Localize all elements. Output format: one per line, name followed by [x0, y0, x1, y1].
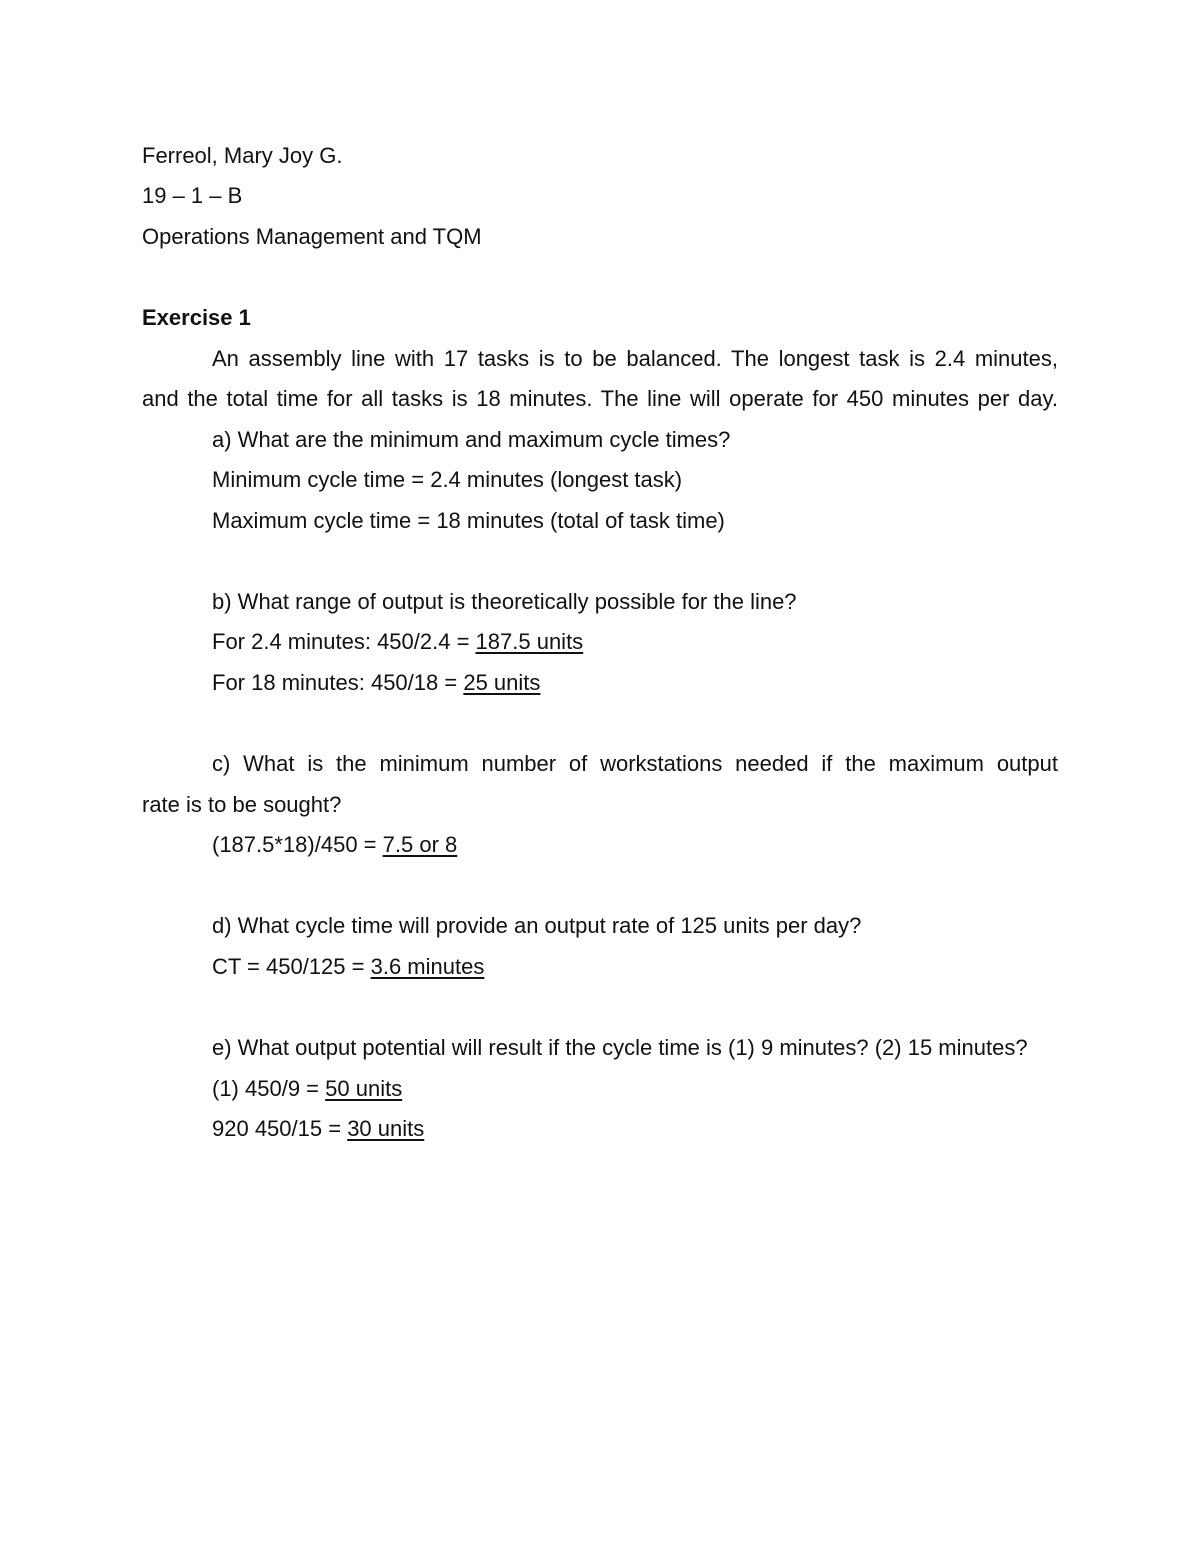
answer-b-2-calc: For 18 minutes: 450/18 = — [212, 670, 464, 695]
answer-a-max: Maximum cycle time = 18 minutes (total of task time) — [212, 508, 725, 533]
course-title: Operations Management and TQM — [142, 224, 482, 249]
exercise-title: Exercise 1 — [142, 305, 251, 330]
student-section: 19 – 1 – B — [142, 183, 243, 208]
answer-c — [212, 831, 457, 859]
intro-line-2: and the total time for all tasks is 18 minutes. The line will operate for 450 minutes per day. — [142, 386, 1058, 411]
answer-c-calc: (187.5*18)/450 = — [212, 832, 383, 857]
answer-d — [212, 953, 484, 981]
answer-b-1 — [212, 628, 583, 656]
answer-b-1-calc: For 2.4 minutes: 450/2.4 = — [212, 629, 476, 654]
question-a: a) What are the minimum and maximum cycle times? — [212, 427, 731, 452]
question-c-line-2: rate is to be sought? — [142, 792, 342, 817]
question-b: b) What range of output is theoretically possible for the line? — [212, 589, 797, 614]
answer-b-2-result: 25 units — [463, 670, 541, 695]
answer-e-2-calc: 920 450/15 = — [212, 1116, 348, 1141]
intro-line-1: An assembly line with 17 tasks is to be balanced. The longest task is 2.4 minutes, — [212, 346, 1058, 371]
answer-e-1-result: 50 units — [325, 1076, 403, 1101]
question-c-line-1: c) What is the minimum number of workstations needed if the maximum output — [212, 751, 1058, 776]
student-name: Ferreol, Mary Joy G. — [142, 143, 343, 168]
answer-e-2-result: 30 units — [347, 1116, 425, 1141]
answer-e-1 — [212, 1075, 402, 1103]
answer-c-result: 7.5 or 8 — [382, 832, 458, 857]
answer-e-2 — [212, 1115, 424, 1143]
answer-d-calc: CT = 450/125 = — [212, 954, 371, 979]
question-d: d) What cycle time will provide an output rate of 125 units per day? — [212, 913, 862, 938]
answer-b-1-result: 187.5 units — [475, 629, 584, 654]
answer-b-2 — [212, 669, 540, 697]
answer-d-result: 3.6 minutes — [370, 954, 485, 979]
question-e: e) What output potential will result if the cycle time is (1) 9 minutes? (2) 15 minutes? — [212, 1035, 1028, 1060]
answer-e-1-calc: (1) 450/9 = — [212, 1076, 326, 1101]
answer-a-min: Minimum cycle time = 2.4 minutes (longest task) — [212, 467, 683, 492]
